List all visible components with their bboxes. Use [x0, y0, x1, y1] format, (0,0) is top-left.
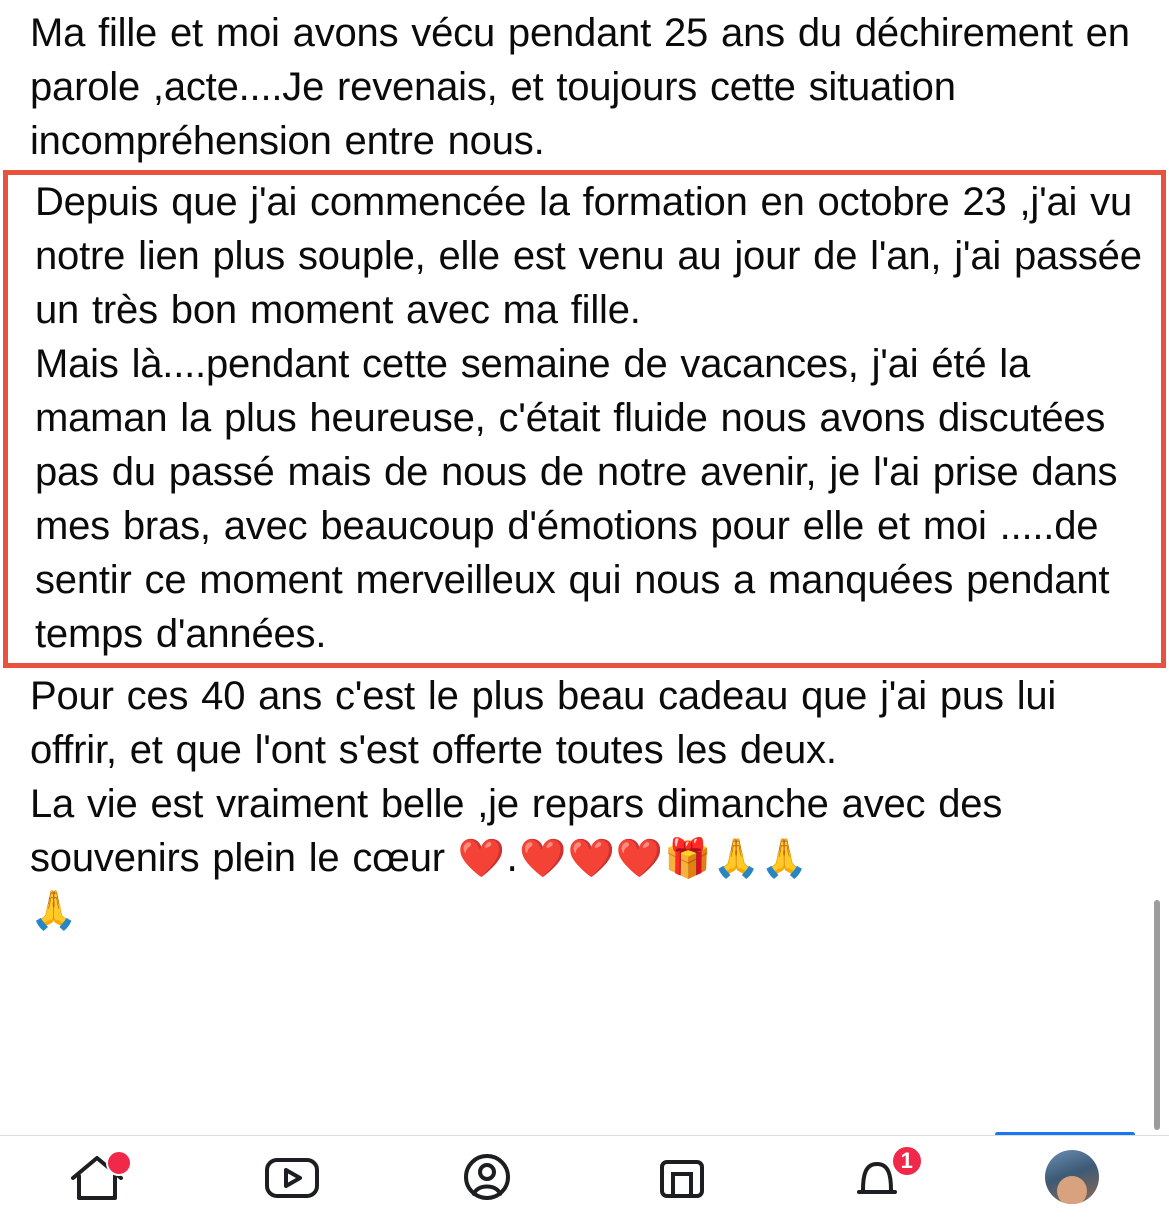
home-badge-dot [106, 1150, 132, 1176]
post-paragraph-after-1: Pour ces 40 ans c'est le plus beau cadeau que j'ai pus lui offrir, et que l'ont s'est offerte toutes les deux. [30, 674, 1057, 772]
post-after-highlight [30, 669, 1139, 935]
post-paragraph-highlight-1: Depuis que j'ai commencée la formation en octobre 23 ,j'ai vu notre lien plus souple, elle est venu au jour de l'an, j'ai passée un très bon moment avec ma fille. [35, 180, 1142, 332]
emoji-last-line: 🙏 [30, 888, 78, 932]
nav-item-marketplace[interactable] [607, 1136, 757, 1218]
nav-item-menu[interactable] [997, 1136, 1147, 1218]
notifications-badge: 1 [890, 1144, 924, 1178]
nav-item-video[interactable] [217, 1136, 367, 1218]
marketplace-icon [654, 1152, 710, 1202]
bottom-navigation-bar [0, 1135, 1169, 1217]
avatar [1045, 1150, 1099, 1204]
emoji-run: ❤️.❤️❤️❤️🎁🙏🙏 [457, 836, 810, 880]
video-icon [262, 1152, 322, 1202]
post-paragraph-after-2 [30, 777, 1139, 885]
post-paragraph-after-2-text: La vie est vraiment belle ,je repars dimanche avec des souvenirs plein le cœur [30, 782, 1003, 880]
highlighted-region [3, 170, 1166, 668]
post-paragraph-intro: Ma fille et moi avons vécu pendant 25 ans du déchirement en parole ,acte....Je revenais, et toujours cette situation incompréhension entre nous. [30, 11, 1130, 163]
post-paragraph-highlight-2: Mais là....pendant cette semaine de vacances, j'ai été la maman la plus heureuse, c'était fluide nous avons discutées pas du passé mais de nous de notre avenir, je l'ai prise dans mes bras, avec beaucoup d'émotions pour elle et moi .....de sentir ce moment merveilleux qui nous a manquées pendant temps d'années. [35, 342, 1118, 656]
nav-item-home[interactable] [22, 1136, 172, 1218]
scrollbar[interactable] [1157, 0, 1165, 1135]
scrollbar-thumb[interactable] [1154, 900, 1160, 1130]
nav-item-notifications[interactable] [802, 1136, 952, 1218]
profile-icon [459, 1152, 515, 1202]
nav-item-profile[interactable] [412, 1136, 562, 1218]
